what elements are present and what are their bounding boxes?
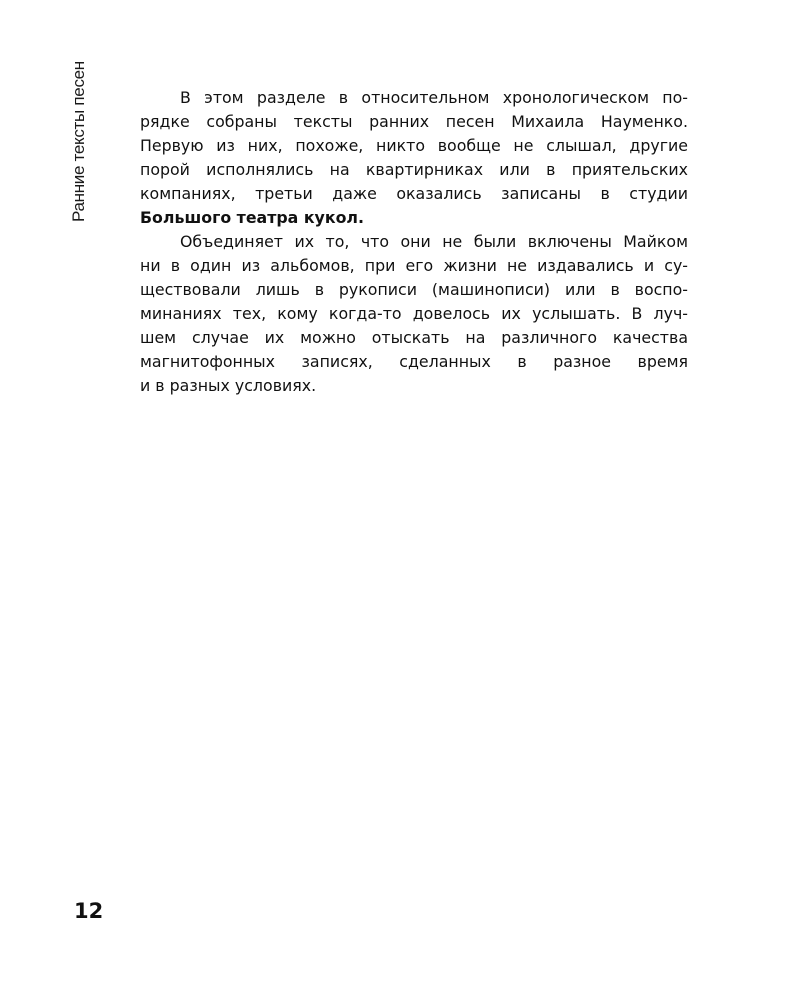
text-line-bold [140,206,688,230]
text-line: минаниях тех, кому когда-то довелось их услышать. В луч- [140,304,688,323]
body-text [140,86,688,398]
paragraph-2 [140,230,688,398]
text-line: Объединяет их то, что они не были включены Майком [180,232,688,251]
text-line: Первую из них, похоже, никто вообще не слышал, другие [140,136,688,155]
text-line: и в разных условиях. [140,376,317,395]
page-number: 12 [74,899,104,923]
text-line: шем случае их можно отыскать на различного качества [140,328,688,347]
paragraph-1 [140,86,688,230]
bold-title: Большого театра кукол. [140,208,365,227]
text-line: ни в один из альбомов, при его жизни не издавались и су- [140,256,688,275]
text-line: магнитофонных записях, сделанных в разное время [140,352,688,371]
text-line: ществовали лишь в рукописи (машинописи) или в воспо- [140,280,688,299]
text-line: В этом разделе в относительном хронологическом по- [180,88,688,107]
text-line: порой исполнялись на квартирниках или в приятельских [140,160,688,179]
running-head: Ранние тексты песен [69,61,88,222]
text-line: компаниях, третьи даже оказались записаны в студии [140,184,688,203]
text-line: рядке собраны тексты ранних песен Михаила Науменко. [140,112,688,131]
